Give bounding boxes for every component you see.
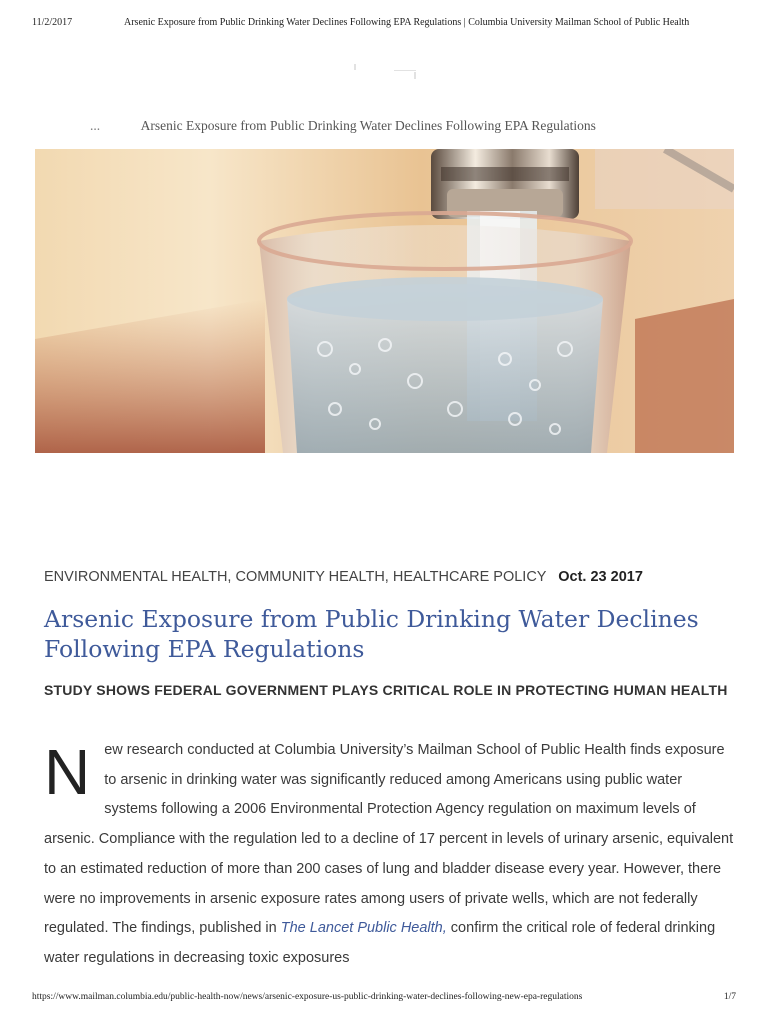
print-document-title: Arsenic Exposure from Public Drinking Water Declines Following EPA Regulations | Columbia University Mailman School of Public Health — [124, 17, 690, 28]
print-date: 11/2/2017 — [32, 17, 73, 28]
print-footer — [32, 992, 736, 1006]
article-body — [44, 736, 734, 974]
article-meta — [44, 569, 734, 589]
print-url: https://www.mailman.columbia.edu/public-health-now/news/arsenic-exposure-us-public-drinking-water-declines-following-new-epa-regulations — [32, 992, 583, 1002]
faded-nav-marks — [350, 60, 430, 80]
article-categories[interactable]: ENVIRONMENTAL HEALTH, COMMUNITY HEALTH, HEALTHCARE POLICY — [44, 569, 547, 585]
breadcrumb-ellipsis[interactable]: ... — [90, 118, 101, 133]
page-number: 1/7 — [723, 992, 736, 1002]
breadcrumb — [90, 118, 710, 138]
drop-cap: N — [44, 736, 91, 808]
article-subtitle: STUDY SHOWS FEDERAL GOVERNMENT PLAYS CRITICAL ROLE IN PROTECTING HUMAN HEALTH — [44, 682, 728, 698]
article-title: Arsenic Exposure from Public Drinking Water Declines Following EPA Regulations — [44, 605, 699, 663]
print-header — [32, 17, 736, 31]
breadcrumb-current: Arsenic Exposure from Public Drinking Water Declines Following EPA Regulations — [140, 118, 596, 133]
body-part-1: ew research conducted at Columbia University’s Mailman School of Public Health finds exposure to arsenic in drinking water was significantly reduced among Americans using public water systems following a 2006 Environmental Protection Agency regulation on maximum levels of arsenic. Compliance with the regulation led to a decline of 17 percent in levels of urinary arsenic, equivalent to an estimated reduction of more than 200 cases of lung and bladder disease every year. However, there were no improvements in arsenic exposure rates among users of private wells, which are not federally regulated. The findings, published in — [44, 742, 734, 937]
hero-image — [35, 149, 734, 453]
body-part-2: confirm the critical role of federal drinking water regulations in decreasing toxic exposures — [44, 920, 716, 966]
lancet-link[interactable]: The Lancet Public Health, — [280, 920, 447, 937]
water-glass-illustration — [35, 149, 734, 453]
article-date: Oct. 23 2017 — [558, 569, 643, 585]
